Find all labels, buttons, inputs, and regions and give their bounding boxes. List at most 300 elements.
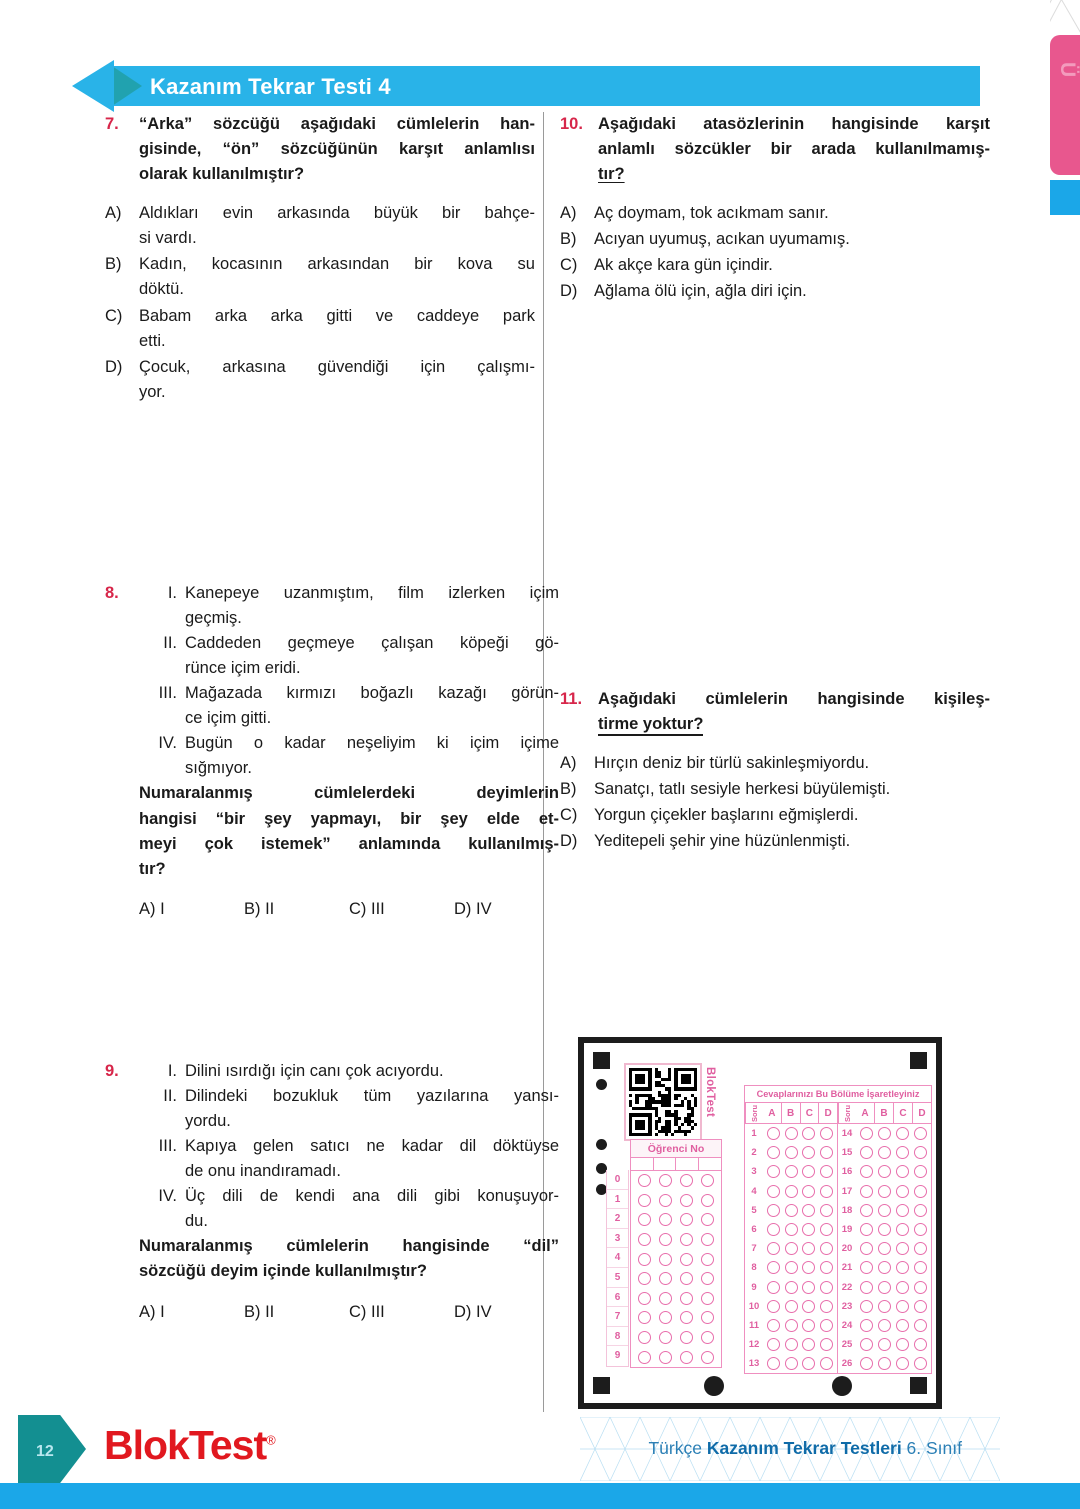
answer-bubble-c[interactable] xyxy=(802,1165,815,1178)
answer-bubble-d[interactable] xyxy=(914,1338,927,1351)
option-line: Yorgun çiçekler başlarını eğmişlerdi. xyxy=(594,805,859,824)
option-d[interactable] xyxy=(105,355,535,405)
answer-bubble-d[interactable] xyxy=(820,1357,833,1370)
answer-row[interactable] xyxy=(745,1220,837,1239)
answer-bubble-b[interactable] xyxy=(878,1319,891,1332)
option-key: C) xyxy=(105,306,123,325)
answer-bubble-b[interactable] xyxy=(785,1261,798,1274)
answer-row[interactable] xyxy=(838,1162,931,1181)
answer-bubble[interactable] xyxy=(701,1351,714,1364)
answer-row[interactable] xyxy=(838,1239,931,1258)
option-text xyxy=(139,252,535,302)
answer-bubble-b[interactable] xyxy=(878,1127,891,1140)
question-9-roman-list xyxy=(139,1059,559,1235)
bubble-group xyxy=(763,1185,837,1198)
answer-bubble-d[interactable] xyxy=(820,1300,833,1313)
student-number-write-row[interactable] xyxy=(631,1158,721,1171)
bubble-group xyxy=(856,1319,931,1332)
answer-row[interactable] xyxy=(745,1258,837,1277)
answer-bubble-a[interactable] xyxy=(767,1281,780,1294)
answer-row[interactable] xyxy=(838,1220,931,1239)
answer-bubble-b[interactable] xyxy=(785,1300,798,1313)
bubble-group xyxy=(856,1223,931,1236)
answer-bubble-c[interactable] xyxy=(802,1127,815,1140)
answer-bubble-c[interactable] xyxy=(896,1127,909,1140)
answer-bubble[interactable] xyxy=(638,1311,651,1324)
roman-line: Mağazada kırmızı boğazlı kazağı görün- xyxy=(185,684,559,703)
answer-bubble[interactable] xyxy=(638,1292,651,1305)
answer-bubble[interactable] xyxy=(680,1311,693,1324)
answer-bubble-a[interactable] xyxy=(767,1204,780,1217)
answer-bubble-c[interactable] xyxy=(802,1146,815,1159)
answer-bubble-c[interactable] xyxy=(896,1261,909,1274)
answer-row[interactable] xyxy=(745,1182,837,1201)
answer-bubble-b[interactable] xyxy=(785,1146,798,1159)
answer-bubble[interactable] xyxy=(659,1253,672,1266)
answer-bubble[interactable] xyxy=(638,1351,651,1364)
answer-bubble[interactable] xyxy=(659,1213,672,1226)
question-number-label: 20 xyxy=(841,1243,853,1255)
answer-bubble-b[interactable] xyxy=(878,1357,891,1370)
answer-bubble-c[interactable] xyxy=(802,1204,815,1217)
answer-bubble-d[interactable] xyxy=(820,1338,833,1351)
answer-bubble-a[interactable] xyxy=(860,1127,873,1140)
answer-column-left[interactable] xyxy=(745,1103,838,1373)
answer-bubble[interactable] xyxy=(659,1233,672,1246)
answer-bubble-b[interactable] xyxy=(878,1165,891,1178)
stem-text: anlamlı sözcükler bir arada kullanılmamış- xyxy=(598,140,990,159)
answer-bubble-d[interactable] xyxy=(914,1319,927,1332)
answer-bubble-a[interactable] xyxy=(767,1319,780,1332)
answer-bubble-d[interactable] xyxy=(820,1165,833,1178)
option-text xyxy=(594,803,990,828)
roman-item-ii xyxy=(139,631,559,681)
answer-row[interactable] xyxy=(838,1278,931,1297)
answer-bubble[interactable] xyxy=(659,1194,672,1207)
bubble-group xyxy=(631,1272,721,1285)
stem-text: tirme yoktur? xyxy=(598,715,703,736)
answer-bubble[interactable] xyxy=(638,1331,651,1344)
question-number-label: 11 xyxy=(748,1319,760,1331)
option-key: B) xyxy=(560,230,577,249)
answer-bubble-b[interactable] xyxy=(878,1281,891,1294)
student-number-row[interactable] xyxy=(631,1289,721,1309)
bubble-group xyxy=(856,1165,931,1178)
answer-bubble-a[interactable] xyxy=(860,1242,873,1255)
answer-bubble-c[interactable] xyxy=(802,1300,815,1313)
answer-bubble-b[interactable] xyxy=(785,1204,798,1217)
option-a[interactable] xyxy=(560,201,990,226)
answer-bubble[interactable] xyxy=(680,1233,693,1246)
option-key: D) xyxy=(105,357,123,376)
question-number-label: 1 xyxy=(751,1128,757,1140)
answer-bubble-c[interactable] xyxy=(802,1357,815,1370)
answer-bubble-a[interactable] xyxy=(767,1242,780,1255)
answer-row[interactable] xyxy=(745,1143,837,1162)
answer-bubble-b[interactable] xyxy=(785,1357,798,1370)
roman-line: Dilindeki bozukluk tüm yazılarına yansı- xyxy=(185,1086,559,1105)
answer-bubble[interactable] xyxy=(680,1351,693,1364)
option-d[interactable] xyxy=(560,279,990,304)
answer-bubble-c[interactable] xyxy=(896,1223,909,1236)
answer-bubble[interactable] xyxy=(659,1174,672,1187)
bubble-group xyxy=(631,1311,721,1324)
answer-bubble-b[interactable] xyxy=(785,1223,798,1236)
answer-bubble-c[interactable] xyxy=(802,1261,815,1274)
answer-bubble-b[interactable] xyxy=(878,1242,891,1255)
answer-bubble[interactable] xyxy=(680,1213,693,1226)
student-number-row[interactable] xyxy=(631,1191,721,1211)
option-key: B) xyxy=(560,779,577,798)
answer-bubble[interactable] xyxy=(701,1292,714,1305)
student-number-row[interactable] xyxy=(631,1210,721,1230)
option-line: Sanatçı, tatlı sesiyle herkesi büyülemişti. xyxy=(594,779,891,798)
question-9-tail xyxy=(139,1234,559,1284)
answer-bubble-c[interactable] xyxy=(896,1204,909,1217)
answer-bubble-a[interactable] xyxy=(767,1185,780,1198)
roman-num: II. xyxy=(163,1086,177,1105)
question-8-inline-options xyxy=(139,900,559,919)
student-number-row[interactable] xyxy=(631,1308,721,1328)
bubble-group xyxy=(631,1292,721,1305)
answer-bubble-d[interactable] xyxy=(820,1204,833,1217)
col-letter-b: B xyxy=(782,1103,801,1123)
answer-bubble[interactable] xyxy=(659,1292,672,1305)
page-title: Kazanım Tekrar Testi 4 xyxy=(150,74,391,99)
question-8-roman-list xyxy=(139,581,559,782)
answer-bubble-a[interactable] xyxy=(767,1223,780,1236)
answer-bubble-c[interactable] xyxy=(896,1281,909,1294)
question-number-label: 8 xyxy=(751,1262,757,1274)
answer-row[interactable] xyxy=(745,1335,837,1354)
answer-bubble[interactable] xyxy=(638,1174,651,1187)
answer-bubble-d[interactable] xyxy=(820,1261,833,1274)
answer-bubble[interactable] xyxy=(659,1351,672,1364)
answer-bubble-b[interactable] xyxy=(878,1223,891,1236)
roman-item-ii xyxy=(139,1084,559,1134)
answer-bubble[interactable] xyxy=(701,1213,714,1226)
answer-row[interactable] xyxy=(838,1258,931,1277)
answer-bubble-d[interactable] xyxy=(914,1146,927,1159)
answer-bubble-b[interactable] xyxy=(785,1281,798,1294)
digit-label: 7 xyxy=(607,1307,628,1327)
col-letter-c: C xyxy=(801,1103,820,1123)
roman-line: du. xyxy=(185,1212,208,1231)
option-text xyxy=(139,355,535,405)
inline-option-a[interactable]: A) I xyxy=(139,1302,165,1321)
answer-bubble[interactable] xyxy=(638,1272,651,1285)
answer-bubble[interactable] xyxy=(680,1292,693,1305)
answer-bubble-c[interactable] xyxy=(896,1165,909,1178)
option-c[interactable] xyxy=(105,304,535,354)
question-10-stem xyxy=(598,112,990,187)
answer-bubble[interactable] xyxy=(701,1233,714,1246)
bubble-group xyxy=(763,1338,837,1351)
left-column xyxy=(105,112,559,1322)
bubble-group xyxy=(763,1204,837,1217)
answer-bubble-b[interactable] xyxy=(878,1300,891,1313)
digit-label: 4 xyxy=(607,1248,628,1268)
student-number-row[interactable] xyxy=(631,1269,721,1289)
option-b[interactable] xyxy=(105,252,535,302)
answer-row[interactable] xyxy=(838,1354,931,1373)
answer-bubble-b[interactable] xyxy=(785,1338,798,1351)
footer-grade: 6. Sınıf xyxy=(901,1438,962,1458)
question-number-label: 26 xyxy=(841,1358,853,1370)
answer-bubble-a[interactable] xyxy=(860,1185,873,1198)
option-key: B) xyxy=(105,255,122,274)
answer-bubble[interactable] xyxy=(701,1311,714,1324)
answer-bubble-a[interactable] xyxy=(860,1165,873,1178)
student-number-row[interactable] xyxy=(631,1328,721,1348)
student-number-block[interactable] xyxy=(630,1139,722,1368)
answer-bubble-b[interactable] xyxy=(785,1242,798,1255)
answer-bubble-b[interactable] xyxy=(785,1319,798,1332)
digit-label: 6 xyxy=(607,1288,628,1308)
answer-bubble[interactable] xyxy=(680,1194,693,1207)
roman-text xyxy=(185,631,559,681)
answer-bubble-d[interactable] xyxy=(914,1127,927,1140)
answer-bubble[interactable] xyxy=(680,1272,693,1285)
option-line: Ağlama ölü için, ağla diri için. xyxy=(594,282,807,301)
answer-bubble-b[interactable] xyxy=(878,1338,891,1351)
answer-bubble[interactable] xyxy=(701,1272,714,1285)
answer-bubble-a[interactable] xyxy=(767,1300,780,1313)
answer-row[interactable] xyxy=(745,1162,837,1181)
tail-line: meyi çok istemek” anlamında kullanılmış- xyxy=(139,834,559,853)
question-9 xyxy=(105,1059,559,1322)
answer-bubble-d[interactable] xyxy=(820,1223,833,1236)
answer-bubble-a[interactable] xyxy=(860,1204,873,1217)
answer-bubble-d[interactable] xyxy=(820,1242,833,1255)
answer-row[interactable] xyxy=(745,1297,837,1316)
answer-bubble-d[interactable] xyxy=(914,1185,927,1198)
answer-bubble-a[interactable] xyxy=(860,1338,873,1351)
option-line: Aldıkları evin arkasında büyük bir bahçe- xyxy=(139,204,535,223)
answer-bubble-b[interactable] xyxy=(878,1204,891,1217)
answer-bubble-d[interactable] xyxy=(820,1319,833,1332)
page-number: 12 xyxy=(36,1443,54,1460)
answer-bubble-c[interactable] xyxy=(896,1146,909,1159)
answer-bubble-c[interactable] xyxy=(896,1300,909,1313)
bubble-group xyxy=(763,1261,837,1274)
bubble-group xyxy=(631,1213,721,1226)
roman-text xyxy=(185,731,559,781)
answer-bubble-c[interactable] xyxy=(896,1338,909,1351)
qr-code-icon xyxy=(624,1063,702,1141)
tail-line: Numaralanmış cümlelerin hangisinde “dil” xyxy=(139,1237,559,1256)
answer-bubble-a[interactable] xyxy=(767,1146,780,1159)
bubble-group xyxy=(856,1357,931,1370)
answer-bubble-a[interactable] xyxy=(860,1357,873,1370)
roman-line: ce içim gitti. xyxy=(185,709,272,728)
option-d[interactable] xyxy=(560,829,990,854)
page-header xyxy=(72,66,980,106)
option-c[interactable] xyxy=(560,253,990,278)
stem-line: Aşağıdaki atasözlerinin hangisinde karşıt xyxy=(598,115,990,133)
registered-mark: ® xyxy=(266,1432,275,1448)
answer-bubble-d[interactable] xyxy=(820,1127,833,1140)
answer-bubble-d[interactable] xyxy=(914,1300,927,1313)
answer-bubble-d[interactable] xyxy=(914,1261,927,1274)
answer-bubble-d[interactable] xyxy=(914,1223,927,1236)
answer-row[interactable] xyxy=(838,1182,931,1201)
answer-bubble-c[interactable] xyxy=(896,1185,909,1198)
answer-bubble-c[interactable] xyxy=(896,1319,909,1332)
inline-option-a[interactable]: A) I xyxy=(139,899,165,918)
stem-text: tır? xyxy=(598,165,625,184)
bubble-group xyxy=(631,1351,721,1364)
answer-bubble-a[interactable] xyxy=(767,1261,780,1274)
answer-row[interactable] xyxy=(838,1124,931,1143)
answer-bubble[interactable] xyxy=(638,1194,651,1207)
answer-bubble-c[interactable] xyxy=(896,1357,909,1370)
registration-mark-top-right xyxy=(910,1052,927,1069)
answer-bubble[interactable] xyxy=(701,1331,714,1344)
option-text xyxy=(594,829,990,854)
answer-bubble-a[interactable] xyxy=(767,1165,780,1178)
answer-bubble-b[interactable] xyxy=(878,1185,891,1198)
inline-option-d[interactable]: D) IV xyxy=(454,899,492,918)
answer-bubble-d[interactable] xyxy=(914,1242,927,1255)
option-line: Babam arka arka gitti ve caddeye park xyxy=(139,306,535,325)
option-b[interactable] xyxy=(560,777,990,802)
answer-bubble-a[interactable] xyxy=(860,1319,873,1332)
answer-bubble[interactable] xyxy=(701,1194,714,1207)
answer-row[interactable] xyxy=(745,1124,837,1143)
answer-bubble-c[interactable] xyxy=(802,1281,815,1294)
answer-bubble[interactable] xyxy=(680,1253,693,1266)
inline-option-b[interactable]: B) II xyxy=(244,1302,275,1321)
brand-name: BlokTest xyxy=(104,1422,267,1468)
brand-logo xyxy=(104,1422,275,1469)
answer-bubble-d[interactable] xyxy=(914,1357,927,1370)
answer-bubble[interactable] xyxy=(638,1213,651,1226)
answer-bubble-a[interactable] xyxy=(860,1223,873,1236)
answer-bubble[interactable] xyxy=(659,1331,672,1344)
option-b[interactable] xyxy=(560,227,990,252)
answer-bubble[interactable] xyxy=(659,1311,672,1324)
option-text xyxy=(594,777,990,802)
student-number-row[interactable] xyxy=(631,1230,721,1250)
answer-bubble[interactable] xyxy=(680,1174,693,1187)
bubble-group xyxy=(856,1185,931,1198)
answer-bubble-d[interactable] xyxy=(914,1165,927,1178)
answer-bubble-c[interactable] xyxy=(802,1223,815,1236)
answer-row[interactable] xyxy=(838,1201,931,1220)
inline-option-c[interactable]: C) III xyxy=(349,899,385,918)
answer-bubble-c[interactable] xyxy=(802,1185,815,1198)
answer-bubble-d[interactable] xyxy=(820,1185,833,1198)
answer-row[interactable] xyxy=(745,1354,837,1373)
timing-dot xyxy=(596,1139,607,1150)
answer-bubble-c[interactable] xyxy=(896,1242,909,1255)
student-number-row[interactable] xyxy=(631,1347,721,1367)
answer-bubble-d[interactable] xyxy=(820,1146,833,1159)
answer-bubble-b[interactable] xyxy=(785,1127,798,1140)
answer-bubble[interactable] xyxy=(638,1233,651,1246)
answer-bubble[interactable] xyxy=(659,1272,672,1285)
omr-answer-sheet[interactable] xyxy=(578,1037,942,1409)
answer-row[interactable] xyxy=(745,1278,837,1297)
answer-bubble-d[interactable] xyxy=(914,1281,927,1294)
bubble-group xyxy=(856,1261,931,1274)
question-number-label: 23 xyxy=(841,1300,853,1312)
digit-label: 5 xyxy=(607,1268,628,1288)
inline-option-c[interactable]: C) III xyxy=(349,1302,385,1321)
student-number-row[interactable] xyxy=(631,1171,721,1191)
roman-item-iv xyxy=(139,731,559,781)
digit-label: 9 xyxy=(614,1350,621,1362)
inline-option-b[interactable]: B) II xyxy=(244,899,275,918)
answer-bubble-a[interactable] xyxy=(860,1261,873,1274)
answer-bubble-d[interactable] xyxy=(914,1204,927,1217)
option-line: yor. xyxy=(139,382,166,401)
option-text xyxy=(594,201,990,226)
tail-line: hangisi “bir şey yapmayı, bir şey elde et- xyxy=(139,809,559,828)
answer-bubble-b[interactable] xyxy=(785,1185,798,1198)
roman-text xyxy=(185,1084,559,1134)
col-letter-d: D xyxy=(918,1108,926,1119)
answer-bubble-b[interactable] xyxy=(878,1261,891,1274)
answer-bubble[interactable] xyxy=(701,1174,714,1187)
answer-row[interactable] xyxy=(745,1316,837,1335)
answer-bubble[interactable] xyxy=(701,1253,714,1266)
answer-bubble-c[interactable] xyxy=(802,1338,815,1351)
answer-row[interactable] xyxy=(838,1316,931,1335)
answer-bubble-a[interactable] xyxy=(860,1300,873,1313)
option-key: D) xyxy=(560,831,578,850)
answer-grid[interactable] xyxy=(744,1085,932,1374)
question-number-label: 12 xyxy=(748,1339,760,1351)
option-a[interactable] xyxy=(105,201,535,251)
student-number-bubble-rows[interactable] xyxy=(631,1171,721,1367)
answer-rows-left[interactable] xyxy=(745,1124,837,1373)
answer-row[interactable] xyxy=(745,1239,837,1258)
option-a[interactable] xyxy=(560,751,990,776)
answer-column-right[interactable] xyxy=(838,1103,931,1373)
answer-row[interactable] xyxy=(838,1297,931,1316)
answer-bubble-b[interactable] xyxy=(785,1165,798,1178)
inline-option-d[interactable]: D) IV xyxy=(454,1302,492,1321)
answer-bubble-a[interactable] xyxy=(860,1281,873,1294)
answer-row[interactable] xyxy=(745,1201,837,1220)
answer-bubble-c[interactable] xyxy=(802,1319,815,1332)
qr-grid xyxy=(629,1068,697,1136)
col-letter-b: B xyxy=(875,1103,894,1123)
answer-bubble[interactable] xyxy=(680,1331,693,1344)
edge-tab-blue xyxy=(1050,180,1080,215)
answer-row[interactable] xyxy=(838,1335,931,1354)
option-key: A) xyxy=(105,204,122,223)
question-10-options xyxy=(560,201,990,304)
option-c[interactable] xyxy=(560,803,990,828)
roman-text xyxy=(185,681,559,731)
answer-bubble-a[interactable] xyxy=(767,1338,780,1351)
answer-bubble-a[interactable] xyxy=(860,1146,873,1159)
answer-bubble-a[interactable] xyxy=(767,1127,780,1140)
answer-bubble[interactable] xyxy=(638,1253,651,1266)
answer-bubble-a[interactable] xyxy=(767,1357,780,1370)
answer-bubble-d[interactable] xyxy=(820,1281,833,1294)
student-number-row[interactable] xyxy=(631,1249,721,1269)
edge-tab-label: Ü xyxy=(1056,62,1079,79)
answer-rows-right[interactable] xyxy=(838,1124,931,1373)
answer-bubble-b[interactable] xyxy=(878,1146,891,1159)
roman-item-iii xyxy=(139,681,559,731)
answer-bubble-c[interactable] xyxy=(802,1242,815,1255)
answer-row[interactable] xyxy=(838,1143,931,1162)
